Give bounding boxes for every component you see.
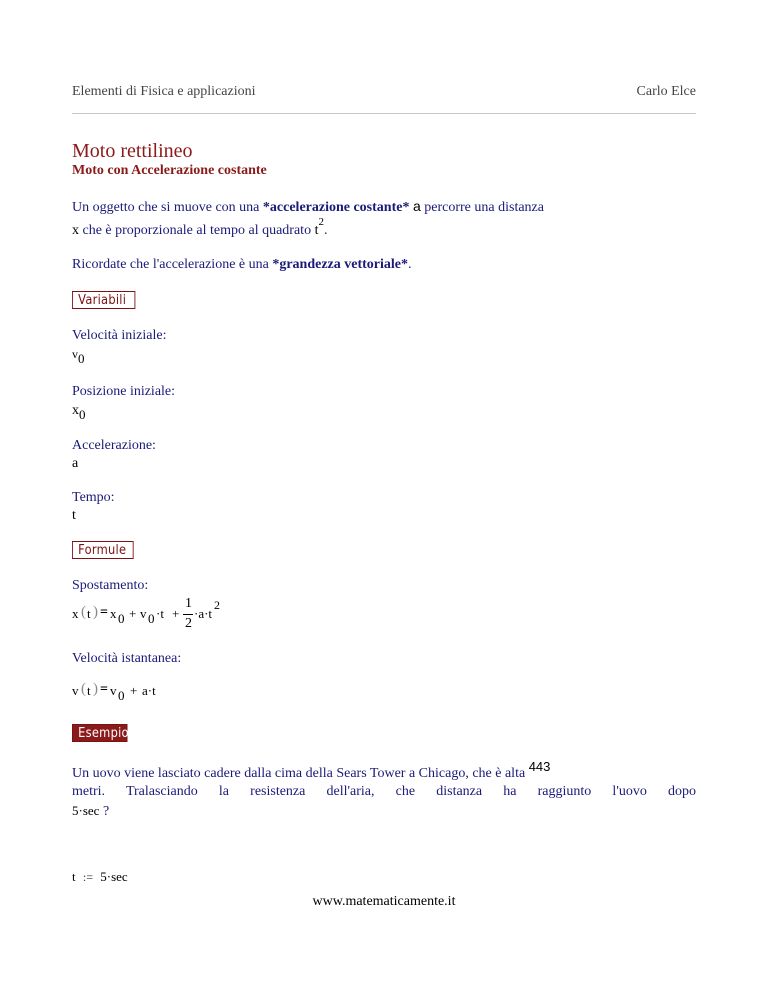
displacement-label: Spostamento: xyxy=(72,578,149,593)
displacement-formula: x ( t ) = x 0 + v 0 ·t + 1 2 ·a·t 2 xyxy=(72,596,220,631)
variabili-badge: Variabili xyxy=(72,291,135,309)
esempio-badge: Esempio xyxy=(72,724,127,742)
example-line-3: 5·sec ? xyxy=(72,803,110,819)
footer-url: www.matematicamente.it xyxy=(312,894,456,909)
var-symbol-v0: v0 xyxy=(72,347,85,366)
time-symbol: t xyxy=(314,223,319,238)
header-right: Carlo Elce xyxy=(636,84,696,99)
var-label-t: Tempo: xyxy=(72,490,115,505)
intro-line-1: Un oggetto che si muove con una *accelerazione costante* a percorre una distanza xyxy=(72,198,544,215)
var-symbol-a: a xyxy=(72,456,79,471)
var-label-x0: Posizione iniziale: xyxy=(72,384,176,399)
page-subtitle: Moto con Accelerazione costante xyxy=(72,163,267,178)
velocity-label: Velocità istantanea: xyxy=(72,651,182,666)
var-symbol-t: t xyxy=(72,508,76,523)
var-label-v0: Velocità iniziale: xyxy=(72,328,167,343)
accel-symbol: a xyxy=(412,198,421,214)
var-label-a: Accelerazione: xyxy=(72,438,156,453)
time-assignment: t := 5·sec xyxy=(72,869,128,884)
distance-symbol: x xyxy=(72,223,79,238)
header-rule xyxy=(72,113,696,114)
reminder-line: Ricordate che l'accelerazione è una *grandezza vettoriale*. xyxy=(72,257,412,272)
example-line-1: Un uovo viene lasciato cadere dalla cima della Sears Tower a Chicago, che è alta 443 xyxy=(72,759,551,781)
intro-line-2: x che è proporzionale al tempo al quadrato $t^2$. xyxy=(72,216,328,238)
time-value: 5·sec xyxy=(72,803,100,818)
header-left: Elementi di Fisica e applicazioni xyxy=(72,84,256,99)
var-symbol-x0: x0 xyxy=(72,403,86,422)
height-value: 443 xyxy=(528,759,551,774)
velocity-formula: v ( t ) = v 0 + a·t xyxy=(72,681,156,703)
page-title: Moto rettilineo xyxy=(72,140,193,162)
example-line-2: metri. Tralasciando la resistenza dell'aria, che distanza ha raggiunto l'uovo dopo xyxy=(72,784,696,799)
formule-badge: Formule xyxy=(72,541,134,559)
